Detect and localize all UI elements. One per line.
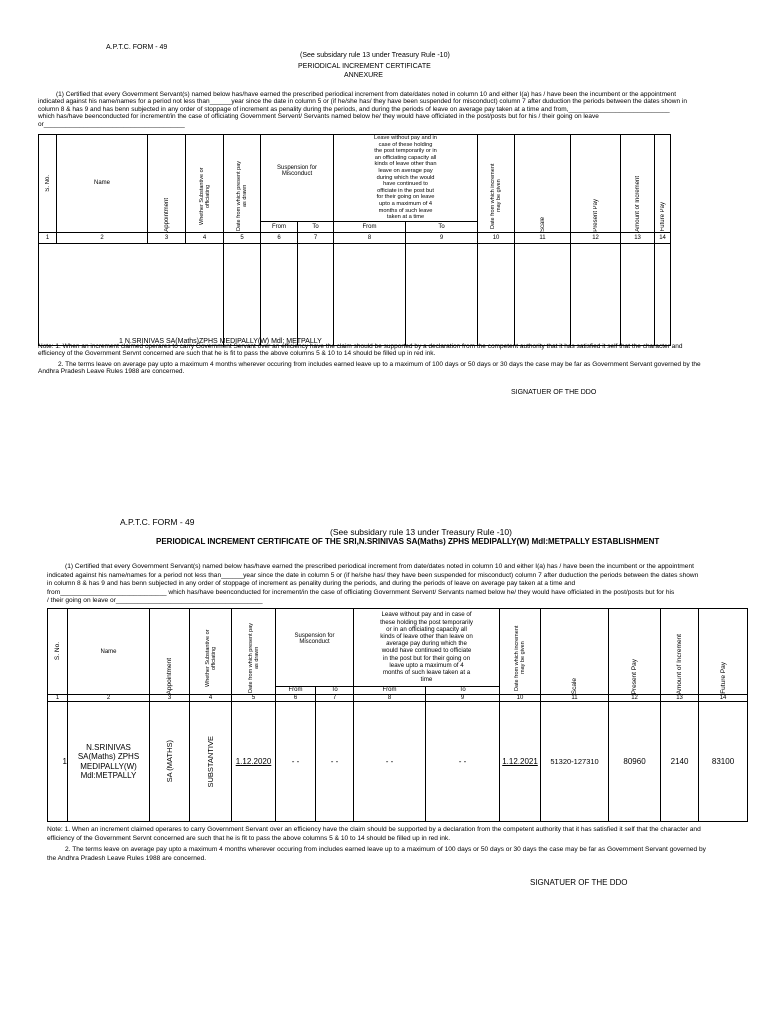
certification-paragraph [47,563,747,606]
header-appointment: Appointment [150,609,190,695]
header-susp-from: From [261,221,298,232]
notes [47,826,747,863]
header-leave-to: To [406,221,478,232]
header-susp-from: From [276,686,316,694]
cell-leave-to: - - [426,702,500,822]
col-number: 6 [276,695,316,702]
annexure-label: ANNEXURE [344,72,383,79]
cell [224,243,261,345]
col-number: 10 [500,695,541,702]
header-name: Name [57,135,148,233]
para-line: indicated against his name/names for a period not less than______year since the date in column 5 or (if he/she has/ they have been suspended for misconduct) column 7 after duduction the periods between the dates shown in [38,98,687,106]
col-number: 5 [224,232,261,243]
note-line: 2. The terms leave on average pay upto a maximum 4 months wherever occuring from includes earned leave up to a maximum of 100 days or 50 days or 30 days the case may be far as Government Servant governed by the [58,360,701,368]
header-date-present-pay: Date from which present pay as drawn [232,609,276,695]
para-line: column 8 & has 9 and has benn subjected in any order of stoppage of increment as penality during the periods, and during the periods of leave on average pay taken at a time and from,____________________________ [38,105,670,113]
cell-amount: 2140 [661,702,699,822]
note-line: the Andhra Pradesh Leave Rules 1988 are concerned. [47,854,207,862]
col-number: 7 [298,232,334,243]
subsidiary-rule: (See subsidary rule 13 under Treasury Rule -10) [300,52,450,59]
para-line: (1) Certified that every Government Servant(s) named below has/have earned the prescribed periodical increment from date/dates noted in column 10 and either I(a) has / have been the incumbent or the appointment [65,563,694,570]
increment-table [38,134,671,346]
cell-future-pay: 83100 [699,702,748,822]
certification-paragraph [38,91,698,128]
header-substantive: Whether Substantive or officiating [186,135,224,233]
cell-date-increment: 1.12.2021 [500,702,541,822]
header-date-increment: Date from which increment may be given [478,135,515,233]
subsidiary-rule: (See subsidary rule 13 under Treasury Rule -10) [330,527,512,537]
para-line: / their going on leave or________________________________________ [47,597,263,605]
column-number-row [39,232,671,243]
header-scale: Scale [515,135,571,233]
para-line: in column 8 & has 9 and has benn subjected in any order of stoppage of increment as penality during the periods, and during the periods of leave on average pay taken at a time and [47,580,576,588]
cell [261,243,298,345]
cell-susp-to: - - [316,702,354,822]
header-date-present-pay: Date from which present pay as drawn [224,135,261,233]
col-number: 7 [316,695,354,702]
col-number: 10 [478,232,515,243]
note-line: efficiency of the Government Servnt concerned are such that he is fit to pass the above columns 5 & 10 to 14 should be filled up in red ink. [38,350,436,358]
cell-scale: 51320-127310 [541,702,609,822]
para-line: from_____________________________ which has/have beenconducted for increment/in the case of officiating Government Servent/ Servants named below he/ they would have officiated in the post/posts but for his [47,588,675,596]
col-number: 1 [48,695,68,702]
header-susp-to: To [316,686,354,694]
note-line: Note: 1. When an increment claimed operares to carry Government Servant over an efficiency have the claim should be supported by a declaration from the competent authority that it has satisfied it self that the character and [38,343,683,350]
header-leave-from: From [334,221,406,232]
note-line: Note: 1. When an increment claimed operares to carry Government Servant over an efficiency have the claim should be supported by a declaration from the competent authority that it has satisfied it self that the character and [47,826,701,833]
col-number: 4 [190,695,232,702]
col-number: 14 [655,232,671,243]
cell [186,243,224,345]
cell [406,243,478,345]
col-number: 13 [621,232,655,243]
note-line: Andhra Pradesh Leave Rules 1988 are concerned. [38,368,185,376]
header-future-pay: Future Pay [699,609,748,695]
col-number: 2 [57,232,148,243]
header-amount: Amount of Increment [621,135,655,233]
header-sno: S. No. [48,609,68,695]
table-row [48,702,748,822]
para-line: (1) Certified that every Government Servant(s) named below has/have earned the prescribed periodical increment from date/dates noted in column 10 and either I(a) has / have been the incumbent or the appointment [56,91,677,98]
col-number: 13 [661,695,699,702]
header-appointment: Appointment [148,135,186,233]
col-number: 5 [232,695,276,702]
cell-substantive: SUBSTANTIVE [190,702,232,822]
cell [298,243,334,345]
header-present-pay: Present Pay [609,609,661,695]
form-title: A.P.T.C. FORM - 49 [120,517,195,527]
header-susp-to: To [298,221,334,232]
col-number: 1 [39,232,57,243]
header-leave: Leave without pay and in case of these holding the post temporarily or in an officiating capacity all kinds of leave other than leave on average pay during which the would have continued to officiate in the post but for their going on leave upto a maximum of 4 months of such leave taken at a time [334,135,478,222]
cell [334,243,406,345]
header-amount: Amount of Increment [661,609,699,695]
cell-leave-from: - - [354,702,426,822]
cell [478,243,515,345]
cell-sno: 1 [48,702,68,822]
notes [38,343,708,376]
col-number: 6 [261,232,298,243]
col-number: 4 [186,232,224,243]
certificate-title: PERIODICAL INCREMENT CERTIFICATE [298,63,431,70]
cell [571,243,621,345]
col-number: 3 [148,232,186,243]
row-employee-text: 1 N.SRINIVAS SA(Maths)ZPHS MEDIPALLY(W) Mdl; METPALLY [39,243,186,345]
header-scale: Scale [541,609,609,695]
col-number: 12 [609,695,661,702]
cell-susp-from: - - [276,702,316,822]
col-number: 8 [334,232,406,243]
form-title: A.P.T.C. FORM - 49 [106,44,168,51]
header-leave-from: From [354,686,426,694]
cell [621,243,655,345]
col-number: 11 [515,232,571,243]
header-present-pay: Present Pay [571,135,621,233]
col-number: 8 [354,695,426,702]
header-leave-to: To [426,686,500,694]
cell-appointment: SA (MATHS) [150,702,190,822]
header-date-increment: Date from which increment may be given [500,609,541,695]
col-number: 12 [571,232,621,243]
cell-name: N.SRINIVAS SA(Maths) ZPHS MEDIPALLY(W) Mdl:METPALLY [68,702,150,822]
col-number: 2 [68,695,150,702]
para-line: or_______________________________________ [38,120,185,128]
increment-table [47,608,748,822]
ddo-signature: SIGNATUER OF THE DDO [511,389,597,396]
header-substantive: Whether Substantive or officiating [190,609,232,695]
header-suspension: Suspension for Misconduct [276,609,354,687]
certificate-title: PERIODICAL INCREMENT CERTIFICATE OF THE SRI,N.SRINIVAS SA(Maths) ZPHS MEDIPALLY(W) Mdl:METPALLY ESTABLISHMENT [156,537,660,546]
header-future-pay: Future Pay [655,135,671,233]
ddo-signature: SIGNATUER OF THE DDO [530,878,628,887]
col-number: 9 [426,695,500,702]
col-number: 14 [699,695,748,702]
col-number: 9 [406,232,478,243]
header-name: Name [68,609,150,695]
para-line: which has/have beenconducted for increment/in the case of officiating Government Servent/ Servants named below he/ they would have officiated in the post/posts but for his / their going on leave [38,113,599,121]
cell [655,243,671,345]
para-line: indicated against his name/names for a period not less than______year since the date in column 5 or (if he/she has/ they have been suspended for misconduct) column 7 after duduction the periods between the dates shown [47,571,699,579]
column-number-row [48,695,748,702]
header-sno: S. No. [39,135,57,233]
note-line: 2. The terms leave on average pay upto a maximum 4 months wherever occuring from includes earned leave up to a maximum of 100 days or 50 days or 30 days the case may be far as Government Servant governed by [65,846,706,854]
table-row [39,243,671,345]
col-number: 11 [541,695,609,702]
col-number: 3 [150,695,190,702]
cell-present-pay: 80960 [609,702,661,822]
header-suspension: Suspension for Misconduct [261,135,334,222]
header-leave: Leave without pay and in case of these holding the post temporarily or in an officiating capacity all kinds of leave other than leave on average pay during which the would have continued to officiate in the post but for their going on leave upto a maximum of 4 months of such leave taken at a time [354,609,500,687]
cell [515,243,571,345]
cell-date-present-pay: 1.12.2020 [232,702,276,822]
note-line: efficiency of the Government Servnt concerned are such that he is fit to pass the above columns 5 & 10 to 14 should be filled up in red ink. [47,834,451,842]
